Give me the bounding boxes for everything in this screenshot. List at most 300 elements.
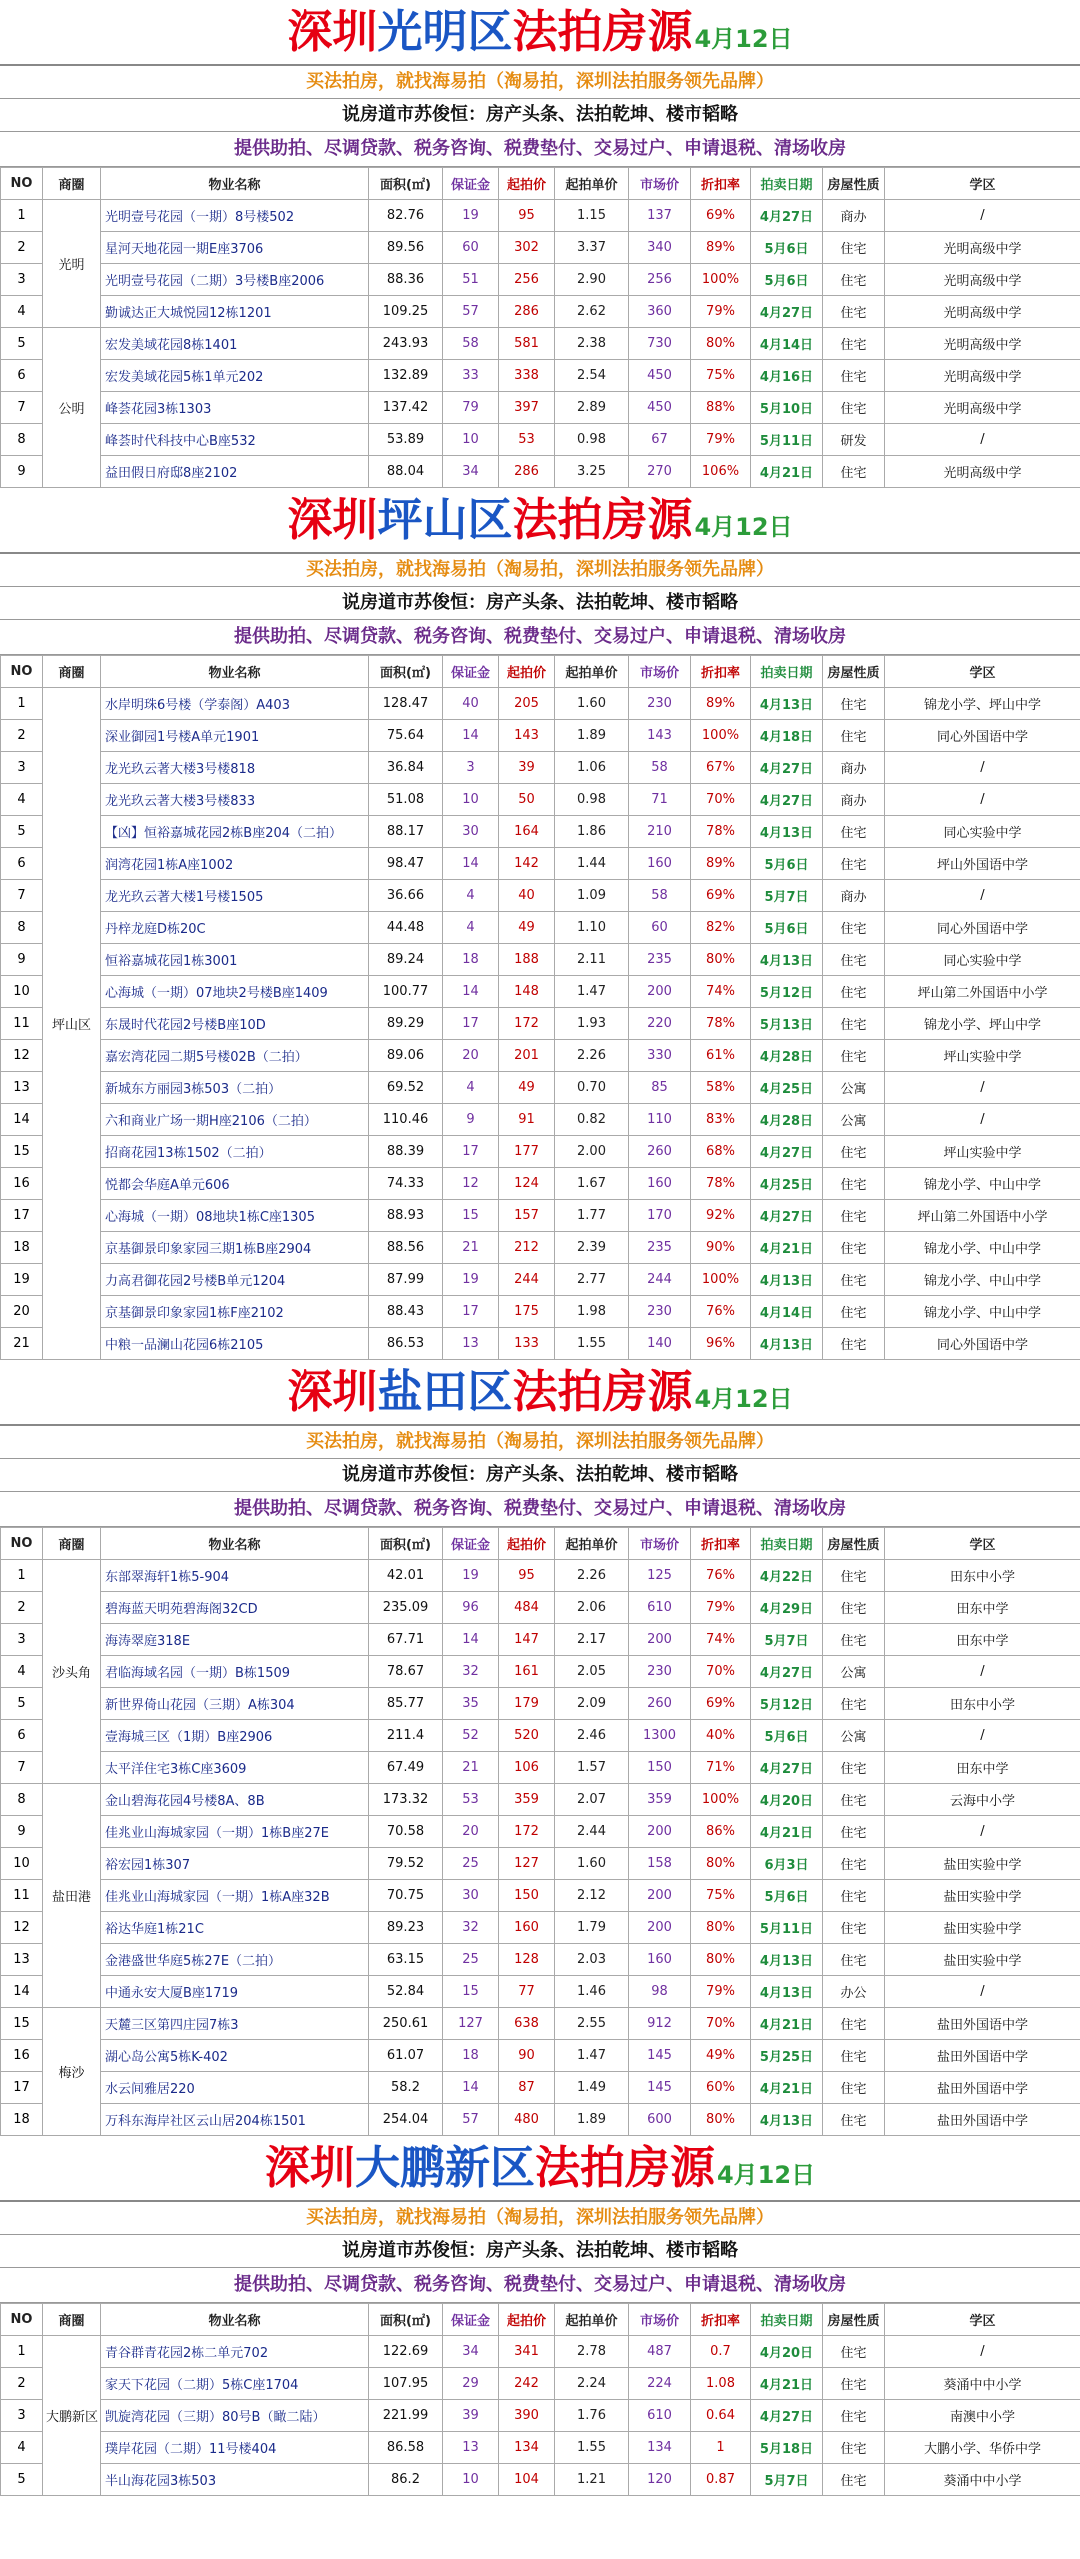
table-row	[1, 2008, 1080, 2040]
deposit: 12	[443, 1168, 499, 1200]
discount-rate: 67%	[691, 752, 751, 784]
deposit: 57	[443, 2104, 499, 2136]
property-type: 住宅	[823, 688, 885, 720]
column-header: 商圈	[43, 168, 101, 200]
column-header: 起拍价	[499, 168, 555, 200]
district-section	[0, 1360, 1080, 2136]
discount-rate: 69%	[691, 880, 751, 912]
unit-price: 2.07	[555, 1784, 629, 1816]
property-type: 住宅	[823, 2400, 885, 2432]
area-size: 250.61	[369, 2008, 443, 2040]
row-number: 2	[1, 720, 43, 752]
starting-price: 164	[499, 816, 555, 848]
column-header: 学区	[885, 1528, 1080, 1560]
property-name: 光明壹号花园（一期）8号楼502	[101, 200, 369, 232]
row-number: 2	[1, 2368, 43, 2400]
market-price: 224	[629, 2368, 691, 2400]
column-header: 面积(㎡)	[369, 656, 443, 688]
unit-price: 1.55	[555, 2432, 629, 2464]
auction-date: 4月14日	[751, 1296, 823, 1328]
row-number: 10	[1, 976, 43, 1008]
discount-rate: 69%	[691, 1688, 751, 1720]
row-number: 5	[1, 1688, 43, 1720]
property-type: 商办	[823, 752, 885, 784]
property-type: 住宅	[823, 1752, 885, 1784]
unit-price: 0.70	[555, 1072, 629, 1104]
property-name: 中粮一品澜山花园6栋2105	[101, 1328, 369, 1360]
table-row	[1, 784, 1080, 816]
starting-price: 95	[499, 1560, 555, 1592]
auction-date: 4月21日	[751, 2368, 823, 2400]
row-number: 11	[1, 1008, 43, 1040]
title-suffix: 法拍房源	[512, 5, 693, 58]
starting-price: 50	[499, 784, 555, 816]
area-size: 58.2	[369, 2072, 443, 2104]
market-price: 340	[629, 232, 691, 264]
market-price: 220	[629, 1008, 691, 1040]
unit-price: 0.82	[555, 1104, 629, 1136]
column-header: 房屋性质	[823, 2304, 885, 2336]
market-price: 160	[629, 1168, 691, 1200]
title-district: 光明区	[377, 5, 513, 58]
column-header: 保证金	[443, 1528, 499, 1560]
table-row	[1, 848, 1080, 880]
row-number: 20	[1, 1296, 43, 1328]
starting-price: 244	[499, 1264, 555, 1296]
table-row	[1, 1976, 1080, 2008]
unit-price: 2.90	[555, 264, 629, 296]
row-number: 9	[1, 1816, 43, 1848]
title-district: 坪山区	[377, 493, 513, 546]
unit-price: 1.47	[555, 2040, 629, 2072]
discount-rate: 89%	[691, 848, 751, 880]
area-size: 86.53	[369, 1328, 443, 1360]
column-header: 物业名称	[101, 168, 369, 200]
school-district: /	[885, 1976, 1080, 2008]
column-header: 起拍价	[499, 2304, 555, 2336]
starting-price: 172	[499, 1008, 555, 1040]
auction-date: 4月21日	[751, 2072, 823, 2104]
school-district: 盐田外国语中学	[885, 2008, 1080, 2040]
auction-date: 4月13日	[751, 816, 823, 848]
deposit: 13	[443, 2432, 499, 2464]
property-type: 住宅	[823, 1168, 885, 1200]
auction-date: 4月20日	[751, 2336, 823, 2368]
row-number: 18	[1, 2104, 43, 2136]
area-size: 52.84	[369, 1976, 443, 2008]
column-header: 学区	[885, 2304, 1080, 2336]
deposit: 14	[443, 848, 499, 880]
deposit: 4	[443, 1072, 499, 1104]
discount-rate: 74%	[691, 976, 751, 1008]
unit-price: 1.86	[555, 816, 629, 848]
area-size: 132.89	[369, 360, 443, 392]
deposit: 21	[443, 1752, 499, 1784]
area-size: 89.06	[369, 1040, 443, 1072]
property-type: 住宅	[823, 1592, 885, 1624]
school-district: /	[885, 752, 1080, 784]
auction-date: 4月13日	[751, 1944, 823, 1976]
discount-rate: 0.64	[691, 2400, 751, 2432]
property-type: 住宅	[823, 1328, 885, 1360]
deposit: 40	[443, 688, 499, 720]
school-district: 葵涌中中小学	[885, 2464, 1080, 2496]
discount-rate: 83%	[691, 1104, 751, 1136]
deposit: 17	[443, 1296, 499, 1328]
area-size: 85.77	[369, 1688, 443, 1720]
market-price: 143	[629, 720, 691, 752]
market-price: 330	[629, 1040, 691, 1072]
unit-price: 2.12	[555, 1880, 629, 1912]
table-row	[1, 1264, 1080, 1296]
table-header-row	[1, 2304, 1080, 2336]
property-type: 住宅	[823, 328, 885, 360]
column-header: 物业名称	[101, 656, 369, 688]
property-type: 住宅	[823, 720, 885, 752]
row-number: 4	[1, 784, 43, 816]
table-row	[1, 2336, 1080, 2368]
table-row	[1, 1072, 1080, 1104]
auction-date: 4月27日	[751, 752, 823, 784]
unit-price: 2.09	[555, 1688, 629, 1720]
unit-price: 3.37	[555, 232, 629, 264]
school-district: 同心外国语中学	[885, 720, 1080, 752]
unit-price: 2.26	[555, 1560, 629, 1592]
starting-price: 302	[499, 232, 555, 264]
section-title	[0, 2136, 1080, 2202]
market-price: 912	[629, 2008, 691, 2040]
starting-price: 212	[499, 1232, 555, 1264]
starting-price: 90	[499, 2040, 555, 2072]
row-number: 6	[1, 360, 43, 392]
auction-date: 4月13日	[751, 1328, 823, 1360]
auction-date: 5月13日	[751, 1008, 823, 1040]
starting-price: 87	[499, 2072, 555, 2104]
area-size: 88.56	[369, 1232, 443, 1264]
area-size: 67.71	[369, 1624, 443, 1656]
row-number: 7	[1, 1752, 43, 1784]
school-district: 光明高级中学	[885, 392, 1080, 424]
discount-rate: 79%	[691, 1976, 751, 2008]
auction-date: 4月21日	[751, 2008, 823, 2040]
auction-date: 4月29日	[751, 1592, 823, 1624]
unit-price: 1.57	[555, 1752, 629, 1784]
school-district: /	[885, 200, 1080, 232]
area-size: 88.43	[369, 1296, 443, 1328]
table-row	[1, 1720, 1080, 1752]
title-date: 4月12日	[694, 513, 793, 541]
deposit: 30	[443, 816, 499, 848]
table-row	[1, 2072, 1080, 2104]
discount-rate: 71%	[691, 1752, 751, 1784]
services-bar: 提供助拍、尽调贷款、税务咨询、税费垫付、交易过户、申请退税、清场收房	[0, 132, 1080, 167]
auction-date: 5月7日	[751, 1624, 823, 1656]
deposit: 58	[443, 328, 499, 360]
deposit: 33	[443, 360, 499, 392]
starting-price: 520	[499, 1720, 555, 1752]
school-district: 盐田外国语中学	[885, 2104, 1080, 2136]
area-cell: 大鹏新区	[43, 2336, 101, 2496]
auction-date: 4月27日	[751, 1200, 823, 1232]
area-size: 88.17	[369, 816, 443, 848]
property-name: 润湾花园1栋A座1002	[101, 848, 369, 880]
title-city: 深圳	[264, 2141, 355, 2194]
table-row	[1, 2040, 1080, 2072]
property-name: 佳兆业山海城家园（一期）1栋A座32B	[101, 1880, 369, 1912]
school-district: 锦龙小学、中山中学	[885, 1232, 1080, 1264]
property-name: 宏发美域花园5栋1单元202	[101, 360, 369, 392]
slogan-bar: 买法拍房，就找海易拍（淘易拍，深圳法拍服务领先品牌）	[0, 554, 1080, 587]
table-row	[1, 688, 1080, 720]
area-size: 51.08	[369, 784, 443, 816]
property-name: 星河天地花园一期E座3706	[101, 232, 369, 264]
table-row	[1, 1592, 1080, 1624]
property-name: 【凶】恒裕嘉城花园2栋B座204（二拍）	[101, 816, 369, 848]
unit-price: 1.89	[555, 720, 629, 752]
area-size: 137.42	[369, 392, 443, 424]
services-bar: 提供助拍、尽调贷款、税务咨询、税费垫付、交易过户、申请退税、清场收房	[0, 2268, 1080, 2303]
auction-date: 5月6日	[751, 848, 823, 880]
market-price: 125	[629, 1560, 691, 1592]
column-header: 折扣率	[691, 2304, 751, 2336]
auction-date: 5月12日	[751, 1688, 823, 1720]
area-size: 110.46	[369, 1104, 443, 1136]
market-price: 110	[629, 1104, 691, 1136]
title-suffix: 法拍房源	[512, 493, 693, 546]
deposit: 34	[443, 2336, 499, 2368]
row-number: 14	[1, 1104, 43, 1136]
unit-price: 2.54	[555, 360, 629, 392]
auction-date: 4月21日	[751, 1232, 823, 1264]
property-type: 住宅	[823, 1880, 885, 1912]
property-type: 住宅	[823, 2432, 885, 2464]
school-district: 同心实验中学	[885, 816, 1080, 848]
starting-price: 188	[499, 944, 555, 976]
starting-price: 150	[499, 1880, 555, 1912]
property-type: 住宅	[823, 456, 885, 488]
area-size: 221.99	[369, 2400, 443, 2432]
auction-date: 4月13日	[751, 688, 823, 720]
row-number: 3	[1, 2400, 43, 2432]
starting-price: 133	[499, 1328, 555, 1360]
discount-rate: 100%	[691, 720, 751, 752]
market-price: 230	[629, 1656, 691, 1688]
row-number: 16	[1, 2040, 43, 2072]
row-number: 3	[1, 1624, 43, 1656]
area-size: 87.99	[369, 1264, 443, 1296]
row-number: 8	[1, 912, 43, 944]
area-size: 88.39	[369, 1136, 443, 1168]
property-type: 住宅	[823, 1912, 885, 1944]
property-type: 住宅	[823, 1200, 885, 1232]
listing-table	[0, 655, 1080, 1360]
column-header: 起拍单价	[555, 1528, 629, 1560]
school-district: 盐田外国语中学	[885, 2040, 1080, 2072]
table-row	[1, 1688, 1080, 1720]
speaker-bar: 说房道市苏俊恒：房产头条、法拍乾坤、楼市韬略	[0, 1459, 1080, 1492]
property-type: 住宅	[823, 2104, 885, 2136]
title-date: 4月12日	[694, 25, 793, 53]
auction-date: 5月6日	[751, 264, 823, 296]
deposit: 20	[443, 1816, 499, 1848]
auction-date: 6月3日	[751, 1848, 823, 1880]
property-type: 住宅	[823, 360, 885, 392]
property-type: 住宅	[823, 1232, 885, 1264]
table-row	[1, 328, 1080, 360]
row-number: 8	[1, 1784, 43, 1816]
row-number: 19	[1, 1264, 43, 1296]
market-price: 244	[629, 1264, 691, 1296]
discount-rate: 78%	[691, 1008, 751, 1040]
property-type: 住宅	[823, 944, 885, 976]
market-price: 137	[629, 200, 691, 232]
school-district: 锦龙小学、中山中学	[885, 1296, 1080, 1328]
auction-date: 4月27日	[751, 2400, 823, 2432]
deposit: 18	[443, 2040, 499, 2072]
column-header: 房屋性质	[823, 1528, 885, 1560]
unit-price: 2.05	[555, 1656, 629, 1688]
table-row	[1, 720, 1080, 752]
area-size: 44.48	[369, 912, 443, 944]
table-row	[1, 1816, 1080, 1848]
title-date: 4月12日	[716, 2161, 816, 2189]
school-district: 田东中学	[885, 1592, 1080, 1624]
column-header: 拍卖日期	[751, 656, 823, 688]
slogan-bar: 买法拍房，就找海易拍（淘易拍，深圳法拍服务领先品牌）	[0, 66, 1080, 99]
row-number: 10	[1, 1848, 43, 1880]
listing-table	[0, 1527, 1080, 2136]
property-type: 住宅	[823, 296, 885, 328]
column-header: 市场价	[629, 1528, 691, 1560]
unit-price: 0.98	[555, 424, 629, 456]
deposit: 4	[443, 880, 499, 912]
school-district: 同心外国语中学	[885, 912, 1080, 944]
starting-price: 124	[499, 1168, 555, 1200]
auction-date: 4月27日	[751, 1656, 823, 1688]
property-name: 万科东海岸社区云山居204栋1501	[101, 2104, 369, 2136]
property-name: 太平洋住宅3栋C座3609	[101, 1752, 369, 1784]
area-size: 122.69	[369, 2336, 443, 2368]
table-row	[1, 1328, 1080, 1360]
starting-price: 106	[499, 1752, 555, 1784]
school-district: /	[885, 1072, 1080, 1104]
starting-price: 77	[499, 1976, 555, 2008]
property-type: 住宅	[823, 1624, 885, 1656]
property-type: 住宅	[823, 1944, 885, 1976]
deposit: 15	[443, 1976, 499, 2008]
starting-price: 161	[499, 1656, 555, 1688]
title-city: 深圳	[287, 1365, 378, 1418]
property-name: 心海城（一期）08地块1栋C座1305	[101, 1200, 369, 1232]
unit-price: 1.76	[555, 2400, 629, 2432]
starting-price: 179	[499, 1688, 555, 1720]
school-district: 坪山实验中学	[885, 1136, 1080, 1168]
area-size: 88.04	[369, 456, 443, 488]
unit-price: 1.47	[555, 976, 629, 1008]
discount-rate: 58%	[691, 1072, 751, 1104]
row-number: 3	[1, 264, 43, 296]
auction-date: 4月14日	[751, 328, 823, 360]
school-district: 坪山外国语中学	[885, 848, 1080, 880]
auction-date: 5月18日	[751, 2432, 823, 2464]
column-header: 折扣率	[691, 1528, 751, 1560]
property-name: 龙光玖云著大楼1号楼1505	[101, 880, 369, 912]
starting-price: 484	[499, 1592, 555, 1624]
property-name: 招商花园13栋1502（二拍）	[101, 1136, 369, 1168]
area-cell: 公明	[43, 328, 101, 488]
school-district: 坪山第二外国语中小学	[885, 976, 1080, 1008]
table-row	[1, 1168, 1080, 1200]
table-row	[1, 1624, 1080, 1656]
row-number: 4	[1, 2432, 43, 2464]
unit-price: 1.15	[555, 200, 629, 232]
property-name: 裕宏园1栋307	[101, 1848, 369, 1880]
property-name: 力高君御花园2号楼B单元1204	[101, 1264, 369, 1296]
market-price: 140	[629, 1328, 691, 1360]
unit-price: 1.21	[555, 2464, 629, 2496]
deposit: 19	[443, 1264, 499, 1296]
school-district: 坪山实验中学	[885, 1040, 1080, 1072]
column-header: 起拍价	[499, 656, 555, 688]
column-header: 拍卖日期	[751, 2304, 823, 2336]
deposit: 35	[443, 1688, 499, 1720]
row-number: 6	[1, 1720, 43, 1752]
market-price: 145	[629, 2072, 691, 2104]
property-type: 住宅	[823, 1816, 885, 1848]
area-size: 89.29	[369, 1008, 443, 1040]
starting-price: 142	[499, 848, 555, 880]
market-price: 610	[629, 1592, 691, 1624]
table-row	[1, 1656, 1080, 1688]
column-header: NO	[1, 656, 43, 688]
title-city: 深圳	[287, 5, 378, 58]
property-name: 青谷群青花园2栋二单元702	[101, 2336, 369, 2368]
table-row	[1, 1560, 1080, 1592]
row-number: 8	[1, 424, 43, 456]
starting-price: 127	[499, 1848, 555, 1880]
unit-price: 0.98	[555, 784, 629, 816]
auction-date: 5月6日	[751, 1720, 823, 1752]
property-type: 公寓	[823, 1072, 885, 1104]
market-price: 200	[629, 1880, 691, 1912]
area-size: 86.58	[369, 2432, 443, 2464]
property-name: 嘉宏湾花园二期5号楼02B（二拍）	[101, 1040, 369, 1072]
table-row	[1, 752, 1080, 784]
row-number: 2	[1, 1592, 43, 1624]
area-size: 86.2	[369, 2464, 443, 2496]
starting-price: 480	[499, 2104, 555, 2136]
auction-date: 5月11日	[751, 424, 823, 456]
discount-rate: 61%	[691, 1040, 751, 1072]
deposit: 60	[443, 232, 499, 264]
auction-date: 4月13日	[751, 1976, 823, 2008]
discount-rate: 70%	[691, 784, 751, 816]
starting-price: 134	[499, 2432, 555, 2464]
column-header: 起拍单价	[555, 2304, 629, 2336]
market-price: 160	[629, 1944, 691, 1976]
area-size: 36.84	[369, 752, 443, 784]
school-district: /	[885, 784, 1080, 816]
row-number: 16	[1, 1168, 43, 1200]
services-bar: 提供助拍、尽调贷款、税务咨询、税费垫付、交易过户、申请退税、清场收房	[0, 620, 1080, 655]
school-district: /	[885, 424, 1080, 456]
property-type: 住宅	[823, 1040, 885, 1072]
unit-price: 1.93	[555, 1008, 629, 1040]
market-price: 230	[629, 688, 691, 720]
unit-price: 1.60	[555, 688, 629, 720]
column-header: 市场价	[629, 2304, 691, 2336]
school-district: 南澳中小学	[885, 2400, 1080, 2432]
